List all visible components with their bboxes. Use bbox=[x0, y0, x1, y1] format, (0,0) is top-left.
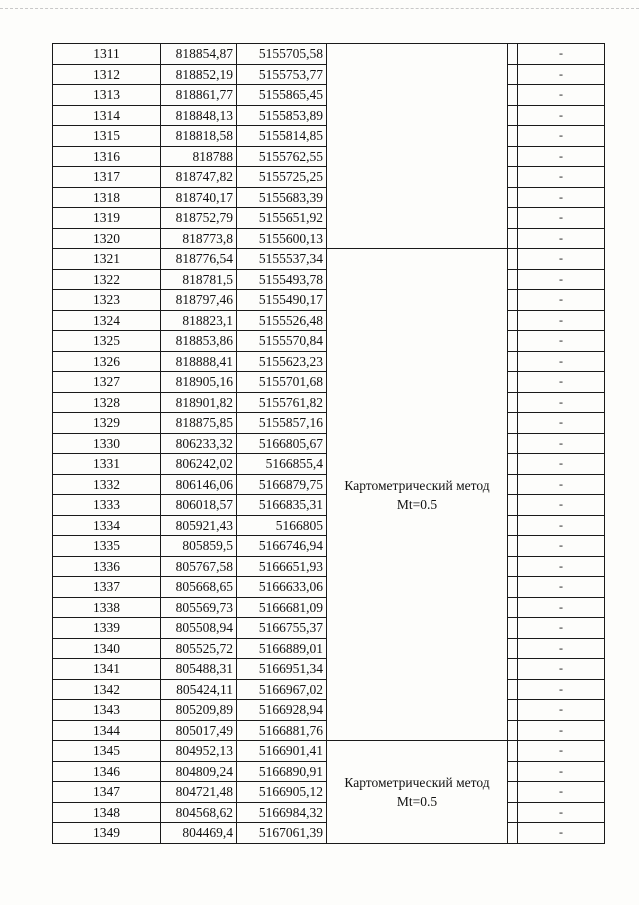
x-coordinate-cell: 805569,73 bbox=[161, 597, 237, 618]
y-coordinate-cell: 5166651,93 bbox=[237, 556, 327, 577]
point-number-cell: 1325 bbox=[53, 331, 161, 352]
empty-value-dash: - bbox=[518, 741, 605, 762]
empty-value-dash: - bbox=[518, 659, 605, 680]
coordinates-sheet bbox=[52, 43, 604, 844]
spacer-cell bbox=[508, 761, 518, 782]
x-coordinate-cell: 818788 bbox=[161, 146, 237, 167]
method-cell bbox=[327, 741, 508, 844]
spacer-cell bbox=[508, 782, 518, 803]
x-coordinate-cell: 818853,86 bbox=[161, 331, 237, 352]
point-number-cell: 1320 bbox=[53, 228, 161, 249]
empty-value-dash: - bbox=[518, 146, 605, 167]
y-coordinate-cell: 5166755,37 bbox=[237, 618, 327, 639]
point-number-cell: 1326 bbox=[53, 351, 161, 372]
x-coordinate-cell: 805859,5 bbox=[161, 536, 237, 557]
y-coordinate-cell: 5155701,68 bbox=[237, 372, 327, 393]
spacer-cell bbox=[508, 823, 518, 844]
point-number-cell: 1345 bbox=[53, 741, 161, 762]
empty-value-dash: - bbox=[518, 310, 605, 331]
y-coordinate-cell: 5166967,02 bbox=[237, 679, 327, 700]
point-number-cell: 1330 bbox=[53, 433, 161, 454]
spacer-cell bbox=[508, 146, 518, 167]
y-coordinate-cell: 5166951,34 bbox=[237, 659, 327, 680]
spacer-cell bbox=[508, 495, 518, 516]
x-coordinate-cell: 806233,32 bbox=[161, 433, 237, 454]
x-coordinate-cell: 806242,02 bbox=[161, 454, 237, 475]
empty-value-dash: - bbox=[518, 126, 605, 147]
x-coordinate-cell: 805525,72 bbox=[161, 638, 237, 659]
empty-value-dash: - bbox=[518, 454, 605, 475]
point-number-cell: 1327 bbox=[53, 372, 161, 393]
x-coordinate-cell: 805921,43 bbox=[161, 515, 237, 536]
x-coordinate-cell: 804721,48 bbox=[161, 782, 237, 803]
empty-value-dash: - bbox=[518, 802, 605, 823]
y-coordinate-cell: 5155857,16 bbox=[237, 413, 327, 434]
spacer-cell bbox=[508, 269, 518, 290]
scan-top-edge bbox=[0, 8, 639, 9]
point-number-cell: 1317 bbox=[53, 167, 161, 188]
empty-value-dash: - bbox=[518, 700, 605, 721]
y-coordinate-cell: 5155526,48 bbox=[237, 310, 327, 331]
spacer-cell bbox=[508, 802, 518, 823]
x-coordinate-cell: 805017,49 bbox=[161, 720, 237, 741]
point-number-cell: 1344 bbox=[53, 720, 161, 741]
point-number-cell: 1340 bbox=[53, 638, 161, 659]
point-number-cell: 1335 bbox=[53, 536, 161, 557]
y-coordinate-cell: 5166984,32 bbox=[237, 802, 327, 823]
y-coordinate-cell: 5166889,01 bbox=[237, 638, 327, 659]
y-coordinate-cell: 5166746,94 bbox=[237, 536, 327, 557]
point-number-cell: 1332 bbox=[53, 474, 161, 495]
point-number-cell: 1346 bbox=[53, 761, 161, 782]
point-number-cell: 1315 bbox=[53, 126, 161, 147]
spacer-cell bbox=[508, 720, 518, 741]
y-coordinate-cell: 5155753,77 bbox=[237, 64, 327, 85]
y-coordinate-cell: 5166681,09 bbox=[237, 597, 327, 618]
point-number-cell: 1316 bbox=[53, 146, 161, 167]
y-coordinate-cell: 5166805,67 bbox=[237, 433, 327, 454]
x-coordinate-cell: 818875,85 bbox=[161, 413, 237, 434]
empty-value-dash: - bbox=[518, 474, 605, 495]
x-coordinate-cell: 818888,41 bbox=[161, 351, 237, 372]
empty-value-dash: - bbox=[518, 249, 605, 270]
x-coordinate-cell: 818852,19 bbox=[161, 64, 237, 85]
spacer-cell bbox=[508, 659, 518, 680]
y-coordinate-cell: 5155570,84 bbox=[237, 331, 327, 352]
method-name: Картометрический метод bbox=[344, 774, 490, 790]
empty-value-dash: - bbox=[518, 782, 605, 803]
x-coordinate-cell: 818861,77 bbox=[161, 85, 237, 106]
y-coordinate-cell: 5166835,31 bbox=[237, 495, 327, 516]
spacer-cell bbox=[508, 474, 518, 495]
empty-value-dash: - bbox=[518, 228, 605, 249]
point-number-cell: 1343 bbox=[53, 700, 161, 721]
y-coordinate-cell: 5155537,34 bbox=[237, 249, 327, 270]
spacer-cell bbox=[508, 556, 518, 577]
empty-value-dash: - bbox=[518, 269, 605, 290]
empty-value-dash: - bbox=[518, 618, 605, 639]
spacer-cell bbox=[508, 413, 518, 434]
coordinates-table-body bbox=[53, 44, 605, 844]
y-coordinate-cell: 5167061,39 bbox=[237, 823, 327, 844]
y-coordinate-cell: 5155490,17 bbox=[237, 290, 327, 311]
y-coordinate-cell: 5155651,92 bbox=[237, 208, 327, 229]
point-number-cell: 1312 bbox=[53, 64, 161, 85]
empty-value-dash: - bbox=[518, 720, 605, 741]
spacer-cell bbox=[508, 577, 518, 598]
x-coordinate-cell: 804809,24 bbox=[161, 761, 237, 782]
empty-value-dash: - bbox=[518, 638, 605, 659]
spacer-cell bbox=[508, 351, 518, 372]
method-cell bbox=[327, 249, 508, 741]
y-coordinate-cell: 5155493,78 bbox=[237, 269, 327, 290]
y-coordinate-cell: 5155761,82 bbox=[237, 392, 327, 413]
x-coordinate-cell: 818905,16 bbox=[161, 372, 237, 393]
spacer-cell bbox=[508, 187, 518, 208]
method-cell bbox=[327, 44, 508, 249]
coordinates-table bbox=[52, 43, 605, 844]
point-number-cell: 1342 bbox=[53, 679, 161, 700]
spacer-cell bbox=[508, 331, 518, 352]
y-coordinate-cell: 5155814,85 bbox=[237, 126, 327, 147]
empty-value-dash: - bbox=[518, 515, 605, 536]
point-number-cell: 1339 bbox=[53, 618, 161, 639]
empty-value-dash: - bbox=[518, 290, 605, 311]
spacer-cell bbox=[508, 515, 518, 536]
empty-value-dash: - bbox=[518, 577, 605, 598]
spacer-cell bbox=[508, 741, 518, 762]
point-number-cell: 1311 bbox=[53, 44, 161, 65]
spacer-cell bbox=[508, 126, 518, 147]
x-coordinate-cell: 805668,65 bbox=[161, 577, 237, 598]
spacer-cell bbox=[508, 44, 518, 65]
spacer-cell bbox=[508, 433, 518, 454]
x-coordinate-cell: 805488,31 bbox=[161, 659, 237, 680]
table-row bbox=[53, 741, 605, 762]
x-coordinate-cell: 818818,58 bbox=[161, 126, 237, 147]
point-number-cell: 1318 bbox=[53, 187, 161, 208]
empty-value-dash: - bbox=[518, 413, 605, 434]
empty-value-dash: - bbox=[518, 433, 605, 454]
spacer-cell bbox=[508, 105, 518, 126]
empty-value-dash: - bbox=[518, 167, 605, 188]
empty-value-dash: - bbox=[518, 679, 605, 700]
point-number-cell: 1329 bbox=[53, 413, 161, 434]
spacer-cell bbox=[508, 454, 518, 475]
empty-value-dash: - bbox=[518, 208, 605, 229]
table-row bbox=[53, 249, 605, 270]
y-coordinate-cell: 5166855,4 bbox=[237, 454, 327, 475]
x-coordinate-cell: 804952,13 bbox=[161, 741, 237, 762]
point-number-cell: 1337 bbox=[53, 577, 161, 598]
empty-value-dash: - bbox=[518, 597, 605, 618]
y-coordinate-cell: 5155725,25 bbox=[237, 167, 327, 188]
empty-value-dash: - bbox=[518, 187, 605, 208]
x-coordinate-cell: 806146,06 bbox=[161, 474, 237, 495]
y-coordinate-cell: 5166928,94 bbox=[237, 700, 327, 721]
x-coordinate-cell: 818747,82 bbox=[161, 167, 237, 188]
point-number-cell: 1321 bbox=[53, 249, 161, 270]
method-accuracy: Mt=0.5 bbox=[396, 793, 438, 809]
x-coordinate-cell: 818781,5 bbox=[161, 269, 237, 290]
spacer-cell bbox=[508, 618, 518, 639]
x-coordinate-cell: 818854,87 bbox=[161, 44, 237, 65]
x-coordinate-cell: 804568,62 bbox=[161, 802, 237, 823]
empty-value-dash: - bbox=[518, 536, 605, 557]
point-number-cell: 1323 bbox=[53, 290, 161, 311]
point-number-cell: 1333 bbox=[53, 495, 161, 516]
spacer-cell bbox=[508, 597, 518, 618]
spacer-cell bbox=[508, 208, 518, 229]
empty-value-dash: - bbox=[518, 331, 605, 352]
y-coordinate-cell: 5155600,13 bbox=[237, 228, 327, 249]
empty-value-dash: - bbox=[518, 392, 605, 413]
y-coordinate-cell: 5166905,12 bbox=[237, 782, 327, 803]
table-row bbox=[53, 44, 605, 65]
point-number-cell: 1328 bbox=[53, 392, 161, 413]
point-number-cell: 1338 bbox=[53, 597, 161, 618]
spacer-cell bbox=[508, 372, 518, 393]
empty-value-dash: - bbox=[518, 761, 605, 782]
spacer-cell bbox=[508, 392, 518, 413]
y-coordinate-cell: 5166881,76 bbox=[237, 720, 327, 741]
spacer-cell bbox=[508, 228, 518, 249]
x-coordinate-cell: 818740,17 bbox=[161, 187, 237, 208]
x-coordinate-cell: 818901,82 bbox=[161, 392, 237, 413]
y-coordinate-cell: 5166901,41 bbox=[237, 741, 327, 762]
x-coordinate-cell: 818797,46 bbox=[161, 290, 237, 311]
empty-value-dash: - bbox=[518, 823, 605, 844]
empty-value-dash: - bbox=[518, 105, 605, 126]
y-coordinate-cell: 5155705,58 bbox=[237, 44, 327, 65]
empty-value-dash: - bbox=[518, 44, 605, 65]
empty-value-dash: - bbox=[518, 556, 605, 577]
y-coordinate-cell: 5155865,45 bbox=[237, 85, 327, 106]
point-number-cell: 1347 bbox=[53, 782, 161, 803]
empty-value-dash: - bbox=[518, 85, 605, 106]
point-number-cell: 1313 bbox=[53, 85, 161, 106]
y-coordinate-cell: 5155623,23 bbox=[237, 351, 327, 372]
y-coordinate-cell: 5166633,06 bbox=[237, 577, 327, 598]
x-coordinate-cell: 804469,4 bbox=[161, 823, 237, 844]
x-coordinate-cell: 818776,54 bbox=[161, 249, 237, 270]
spacer-cell bbox=[508, 310, 518, 331]
x-coordinate-cell: 805508,94 bbox=[161, 618, 237, 639]
point-number-cell: 1349 bbox=[53, 823, 161, 844]
x-coordinate-cell: 805209,89 bbox=[161, 700, 237, 721]
method-name: Картометрический метод bbox=[344, 477, 490, 493]
empty-value-dash: - bbox=[518, 351, 605, 372]
spacer-cell bbox=[508, 290, 518, 311]
y-coordinate-cell: 5155683,39 bbox=[237, 187, 327, 208]
x-coordinate-cell: 806018,57 bbox=[161, 495, 237, 516]
spacer-cell bbox=[508, 167, 518, 188]
method-accuracy: Mt=0.5 bbox=[396, 496, 438, 512]
x-coordinate-cell: 818752,79 bbox=[161, 208, 237, 229]
spacer-cell bbox=[508, 85, 518, 106]
y-coordinate-cell: 5166890,91 bbox=[237, 761, 327, 782]
point-number-cell: 1319 bbox=[53, 208, 161, 229]
point-number-cell: 1322 bbox=[53, 269, 161, 290]
x-coordinate-cell: 818773,8 bbox=[161, 228, 237, 249]
y-coordinate-cell: 5166879,75 bbox=[237, 474, 327, 495]
empty-value-dash: - bbox=[518, 64, 605, 85]
point-number-cell: 1331 bbox=[53, 454, 161, 475]
point-number-cell: 1336 bbox=[53, 556, 161, 577]
y-coordinate-cell: 5155762,55 bbox=[237, 146, 327, 167]
spacer-cell bbox=[508, 638, 518, 659]
point-number-cell: 1314 bbox=[53, 105, 161, 126]
spacer-cell bbox=[508, 679, 518, 700]
point-number-cell: 1348 bbox=[53, 802, 161, 823]
y-coordinate-cell: 5166805 bbox=[237, 515, 327, 536]
empty-value-dash: - bbox=[518, 372, 605, 393]
x-coordinate-cell: 818848,13 bbox=[161, 105, 237, 126]
empty-value-dash: - bbox=[518, 495, 605, 516]
point-number-cell: 1341 bbox=[53, 659, 161, 680]
spacer-cell bbox=[508, 249, 518, 270]
point-number-cell: 1334 bbox=[53, 515, 161, 536]
y-coordinate-cell: 5155853,89 bbox=[237, 105, 327, 126]
x-coordinate-cell: 818823,1 bbox=[161, 310, 237, 331]
spacer-cell bbox=[508, 536, 518, 557]
spacer-cell bbox=[508, 64, 518, 85]
point-number-cell: 1324 bbox=[53, 310, 161, 331]
x-coordinate-cell: 805767,58 bbox=[161, 556, 237, 577]
spacer-cell bbox=[508, 700, 518, 721]
x-coordinate-cell: 805424,11 bbox=[161, 679, 237, 700]
